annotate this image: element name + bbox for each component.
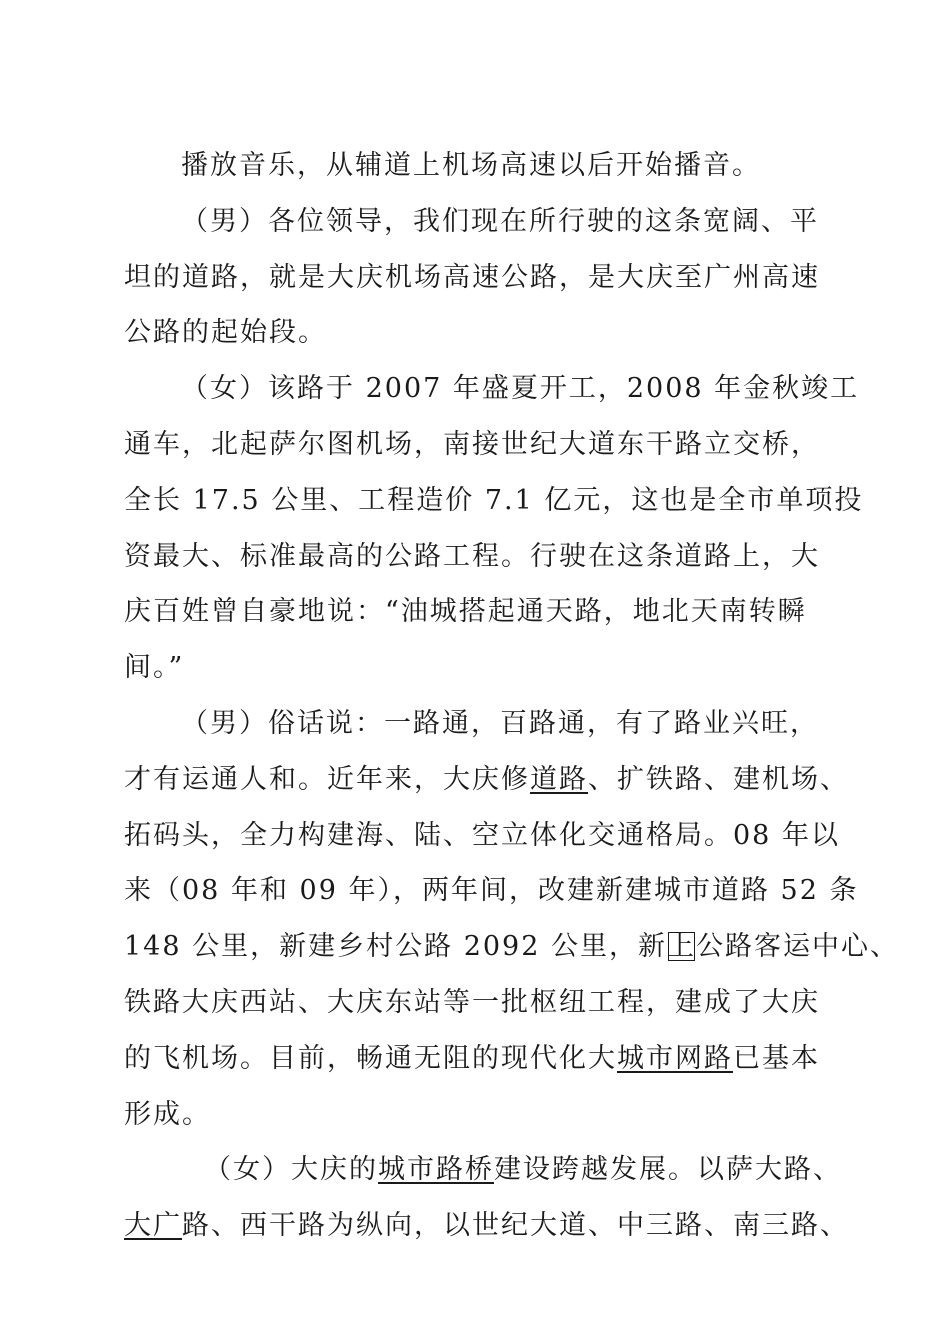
text-segment: 、扩铁路、建机场、 <box>588 763 849 795</box>
paragraph-3-line-4: 资最大、标准最高的公路工程。行驶在这条道路上，大 <box>124 540 820 572</box>
paragraph-4-line-8: 形成。 <box>124 1098 211 1130</box>
text-segment: 建设跨越发展。以萨大路、 <box>494 1154 842 1186</box>
paragraph-1-line-1: 播放音乐，从辅道上机场高速以后开始播音。 <box>181 150 761 181</box>
text-segment: （女）大庆的 <box>204 1154 378 1186</box>
paragraph-3-line-6: 间。” <box>124 652 185 684</box>
paragraph-4-line-2 <box>124 752 849 808</box>
paragraph-3-line-1: （女）该路于 2007 年盛夏开工，2008 年金秋竣工 <box>181 373 860 405</box>
text-segment: 148 公里，新建乡村公路 2092 公里，新 <box>124 931 667 963</box>
paragraph-4-line-1: （男）俗话说：一路通，百路通，有了路业兴旺， <box>181 707 819 739</box>
underlined-text: 道路 <box>530 763 588 795</box>
text-segment: 路、西干路为纵向，以世纪大道、中三路、南三路、 <box>182 1210 849 1242</box>
paragraph-5-line-1 <box>124 1142 844 1198</box>
underlined-text: 城市网路 <box>617 1042 733 1074</box>
paragraph-2-line-1: （男）各位领导，我们现在所行驶的这条宽阔、平 <box>181 205 819 237</box>
paragraph-4-line-5 <box>124 919 899 975</box>
underlined-text: 大广 <box>124 1210 182 1242</box>
paragraph-4-line-4: 来（08 年和 09 年），两年间，改建新建城市道路 52 条 <box>124 875 859 907</box>
text-segment: 公路客运中心、 <box>696 931 899 963</box>
text-segment: 的飞机场。目前，畅通无阻的现代化大 <box>124 1042 617 1074</box>
text-segment: 才有运通人和。近年来，大庆修 <box>124 763 530 795</box>
paragraph-3-line-2: 通车，北起萨尔图机场，南接世纪大道东干路立交桥， <box>124 428 820 460</box>
document-body <box>124 138 899 1254</box>
paragraph-4-line-7 <box>124 1031 844 1087</box>
boxed-text: 上 <box>667 931 696 963</box>
paragraph-4-line-3: 拓码头，全力构建海、陆、空立体化交通格局。08 年以 <box>124 819 840 851</box>
paragraph-3-line-5: 庆百姓曾自豪地说：“油城搭起通天路，地北天南转瞬 <box>124 596 807 628</box>
paragraph-2-line-2: 坦的道路，就是大庆机场高速公路，是大庆至广州高速 <box>124 261 820 293</box>
paragraph-3-line-3: 全长 17.5 公里、工程造价 7.1 亿元，这也是全市单项投 <box>124 484 864 516</box>
text-segment: 已基本 <box>733 1042 820 1074</box>
paragraph-2-line-3: 公路的起始段。 <box>124 317 327 349</box>
paragraph-5-line-2 <box>124 1198 849 1254</box>
paragraph-4-line-6: 铁路大庆西站、大庆东站等一批枢纽工程，建成了大庆 <box>124 986 820 1018</box>
underlined-text: 城市路桥 <box>378 1154 494 1186</box>
